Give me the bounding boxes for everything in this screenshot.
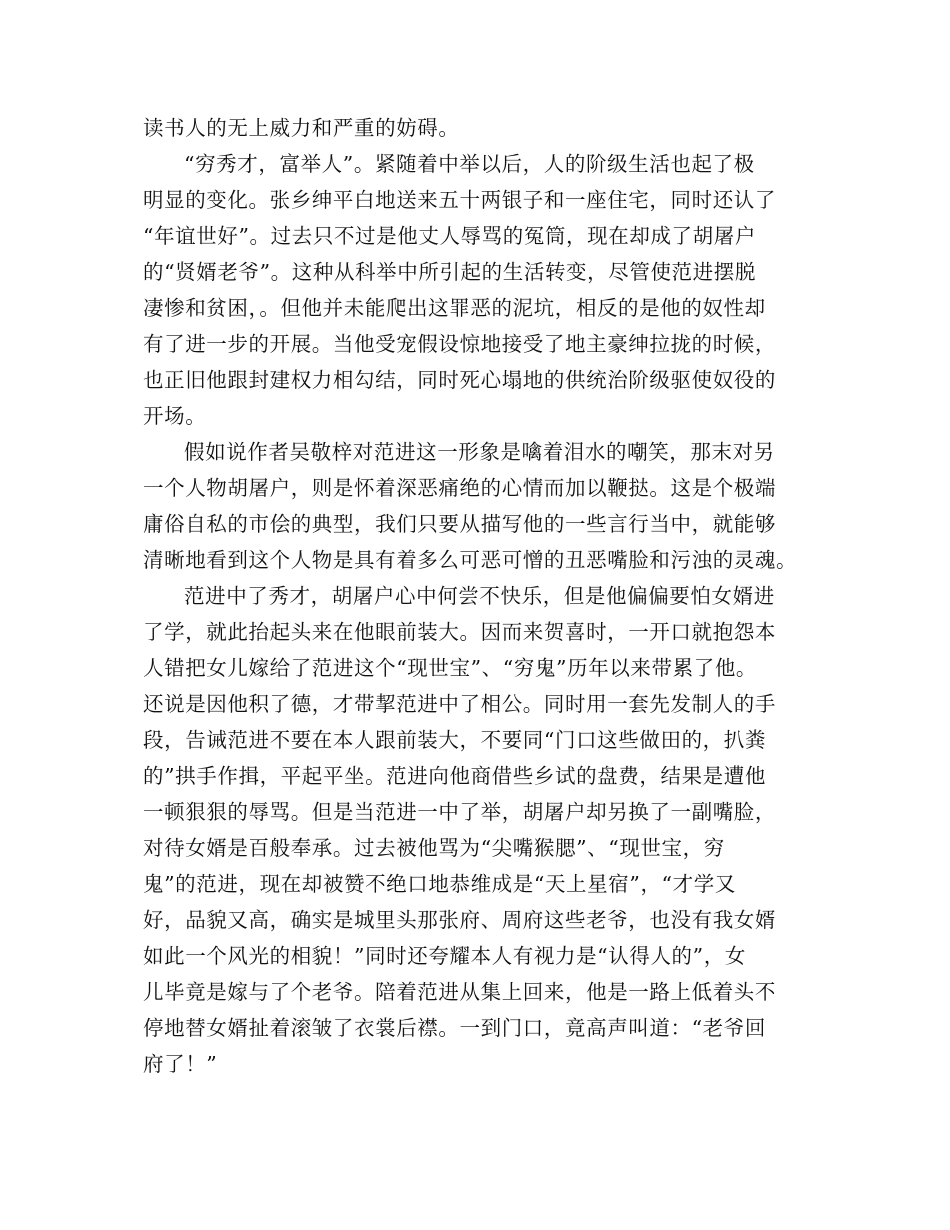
text-line: 一顿狠狠的辱骂。但是当范进一中了举，胡屠户却另换了一副嘴脸，: [143, 800, 776, 824]
text-line: 读书人的无上威力和严重的妨碍。: [143, 116, 460, 140]
text-line: 开场。: [143, 404, 207, 428]
text-line: 了学，就此抬起头来在他眼前装大。因而来贺喜时，一开口就抱怨本: [143, 620, 776, 644]
body-text: [143, 110, 843, 1082]
text-line: 清晰地看到这个人物是具有着多么可恶可憎的丑恶嘴脸和污浊的灵魂。: [143, 548, 798, 572]
text-line: 有了进一步的开展。当他受宠假设惊地接受了地主豪绅拉拢的时候，: [143, 332, 776, 356]
text-line: 停地替女婿扯着滚皱了衣裳后襟。一到门口，竟高声叫道：“老爷回: [143, 1016, 766, 1040]
text-line: 一个人物胡屠户，则是怀着深恶痛绝的心情而加以鞭挞。这是个极端: [143, 476, 776, 500]
text-line: 儿毕竟是嫁与了个老爷。陪着范进从集上回来，他是一路上低着头不: [143, 980, 776, 1004]
text-line: 还说是因他积了德，才带挈范进中了相公。同时用一套先发制人的手: [143, 692, 776, 716]
text-line: 明显的变化。张乡绅平白地送来五十两银子和一座住宅，同时还认了: [143, 188, 776, 212]
paragraph-first-line: 假如说作者吴敬梓对范进这一形象是噙着泪水的嘲笑，那末对另: [184, 440, 775, 464]
paragraph-first-line: “穷秀才，富举人”。紧随着中举以后，人的阶级生活也起了极: [184, 152, 755, 176]
text-line: 府了！”: [143, 1052, 218, 1076]
text-line: 鬼”的范进，现在却被赞不绝口地恭维成是“天上星宿”，“才学又: [143, 872, 736, 896]
text-line: 凄惨和贫困，。但他并未能爬出这罪恶的泥坑，相反的是他的奴性却: [143, 296, 766, 320]
text-line: 段，告诫范进不要在本人跟前装大，不要同“门口这些做田的，扒粪: [143, 728, 766, 752]
text-line: 也正旧他跟封建权力相勾结，同时死心塌地的供统治阶级驱使奴役的: [143, 368, 776, 392]
text-line: 的”拱手作揖，平起平坐。范进向他商借些乡试的盘费，结果是遭他: [143, 764, 766, 788]
text-line: 好，品貌又高，确实是城里头那张府、周府这些老爷，也没有我女婿: [143, 908, 776, 932]
text-line: 对待女婿是百般奉承。过去被他骂为“尖嘴猴腮”、“现世宝，穷: [143, 836, 725, 860]
text-line: 如此一个风光的相貌！”同时还夸耀本人有视力是“认得人的”，女: [143, 944, 746, 968]
text-line: “年谊世好”。过去只不过是他丈人辱骂的冤筒，现在却成了胡屠户: [143, 224, 756, 248]
text-line: 人错把女儿嫁给了范进这个“现世宝”、“穷鬼”历年以来带累了他。: [143, 656, 758, 680]
text-line: 的“贤婿老爷”。这种从科举中所引起的生活转变，尽管使范进摆脱: [143, 260, 756, 284]
paragraph-first-line: 范进中了秀才，胡屠户心中何尝不快乐，但是他偏偏要怕女婿进: [184, 584, 775, 608]
text-line: 庸俗自私的市侩的典型，我们只要从描写他的一些言行当中，就能够: [143, 512, 776, 536]
